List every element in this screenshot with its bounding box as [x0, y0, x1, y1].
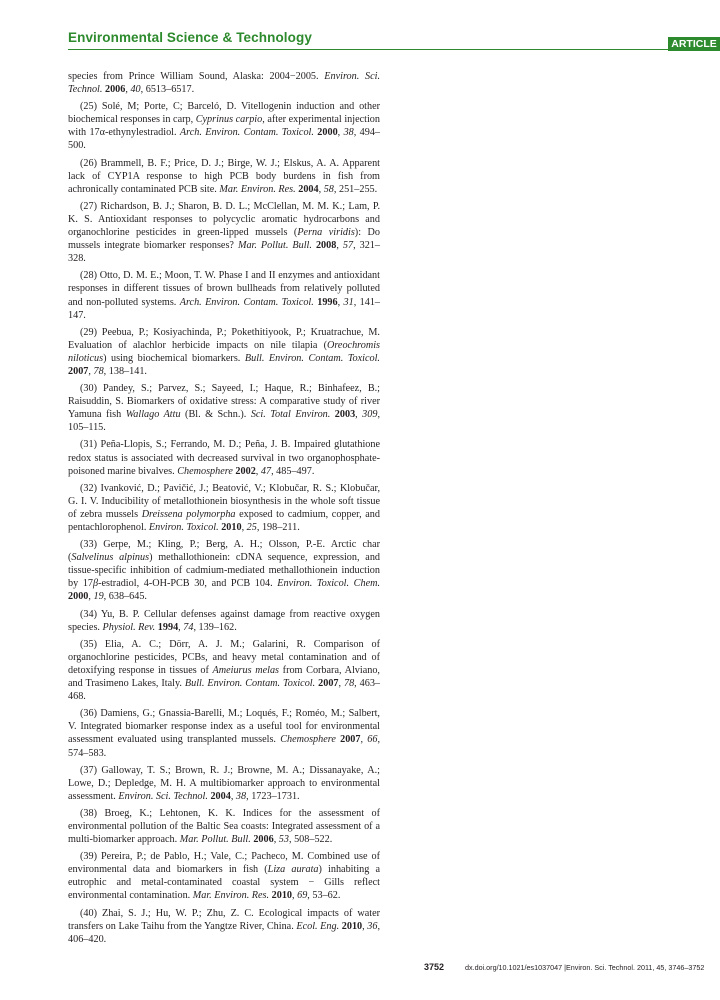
reference-text: 2006 — [104, 84, 126, 96]
reference-text: , 139–162. — [193, 621, 237, 633]
reference-text: , — [336, 240, 343, 252]
reference-item — [68, 850, 380, 902]
reference-text: 1996 — [317, 296, 338, 308]
reference-text: , after experimental injection with 17α-ethynylestradiol. — [68, 114, 380, 139]
reference-text: , — [255, 465, 261, 477]
reference-text: , — [273, 834, 279, 846]
reference-text: 25 — [246, 522, 257, 533]
reference-text: Cyprinus carpio — [195, 114, 263, 126]
reference-text: Bull. Environ. Contam. Toxicol. — [244, 352, 380, 364]
reference-text: 2000 — [317, 127, 338, 139]
reference-item — [68, 200, 380, 265]
reference-text: , 6513–6517. — [140, 84, 195, 96]
reference-number: (36) — [80, 708, 101, 720]
reference-item — [68, 382, 380, 434]
reference-text: , 508–522. — [288, 834, 333, 846]
reference-text: from Corbara, Alviano, and Trasimeno Lakes, Italy. — [68, 664, 380, 690]
reference-list — [68, 70, 380, 950]
reference-text: Pandey, S.; Parvez, S.; Sayeed, I.; Haque, R.; Binhafeez, B.; Raisuddin, S. Biomarkers of oxidative stress: A comparative study of river Yamuna fish — [68, 383, 380, 421]
article-badge: ARTICLE — [668, 37, 720, 51]
reference-text: , 321–328. — [68, 240, 380, 265]
reference-text: , — [125, 84, 131, 96]
reference-text: , — [88, 365, 94, 377]
reference-item — [68, 157, 380, 196]
reference-text: Mar. Pollut. Bull. — [179, 834, 251, 846]
reference-text: 74 — [183, 621, 194, 633]
reference-text: , — [360, 734, 368, 746]
reference-text: Brammell, B. F.; Price, D. J.; Birge, W. J.; Elskus, A. A. Apparent lack of CYP1A response to high PCB body burdens in fish from achronically contaminated PCB site. — [68, 157, 380, 195]
reference-text: 2002 — [235, 465, 256, 477]
reference-number: (40) — [80, 907, 102, 919]
reference-number: (33) — [80, 539, 104, 551]
reference-text: 69 — [297, 890, 308, 902]
reference-text: , — [338, 678, 344, 690]
reference-text: 38 — [343, 127, 354, 139]
reference-text: , 638–645. — [103, 591, 147, 603]
reference-text: Mar. Environ. Res. — [219, 183, 296, 195]
reference-text: Ameiurus melas — [212, 664, 280, 676]
reference-number: (37) — [80, 764, 102, 776]
reference-text: 53 — [278, 834, 289, 846]
reference-text: 57 — [342, 240, 354, 252]
reference-text: , 198–211. — [256, 522, 300, 533]
reference-text: Elia, A. C.; Dörr, A. J. M.; Galarini, R. Comparison of organochlorine pesticides, PCBs, and heavy metal contamination and of detoxifying response in tissues of — [68, 638, 380, 676]
reference-item — [68, 326, 380, 378]
reference-text: 2007 — [340, 734, 361, 746]
reference-text: 66 — [367, 734, 378, 746]
reference-text: , 485–497. — [271, 465, 315, 477]
reference-item — [68, 807, 380, 846]
reference-text: Broeg, K.; Lehtonen, K. K. Indices for the assessment of environmental pollution of the Baltic Sea coasts: Integrated assessment of a multi-biomarker approach. — [68, 807, 380, 846]
reference-text: , — [337, 127, 344, 139]
reference-text: -estradiol, 4-OH-PCB 30, and PCB 104. — [98, 578, 278, 590]
reference-item — [68, 538, 380, 603]
reference-text: species from Prince William Sound, Alaska: 2004−2005. — [68, 71, 325, 82]
reference-text: Zhai, S. J.; Hu, W. P.; Zhu, Z. C. Ecological impacts of water transfers on Lake Taihu from the Yangtze River, China. — [68, 907, 380, 932]
reference-text: Bull. Environ. Contam. Toxicol. — [184, 678, 316, 690]
reference-text: 19 — [93, 591, 104, 603]
reference-text: Arch. Environ. Contam. Toxicol. — [179, 296, 314, 308]
reference-text: , 251–255. — [333, 183, 378, 195]
reference-text: 38 — [235, 790, 247, 802]
reference-text: , — [362, 920, 368, 932]
reference-text: 2000 — [68, 591, 89, 603]
reference-number: (28) — [80, 270, 100, 282]
reference-text: , — [337, 296, 344, 308]
reference-text: 36 — [367, 920, 378, 932]
reference-text: Environ. Toxicol. — [148, 522, 219, 533]
page-number: 3752 — [424, 962, 445, 972]
reference-text: ): Do mussels integrate biomarker responses? — [68, 227, 380, 252]
reference-text: 2003 — [334, 409, 356, 421]
reference-text: , 406–420. — [68, 920, 381, 945]
reference-number: (30) — [80, 383, 104, 395]
reference-text: 2010 — [341, 920, 363, 932]
reference-number: (25) — [80, 101, 102, 113]
reference-item — [68, 608, 380, 634]
reference-text: Chemosphere — [280, 734, 336, 746]
reference-text: 2007 — [318, 678, 339, 690]
reference-text: 47 — [260, 465, 272, 477]
reference-text: 2007 — [68, 365, 89, 377]
reference-text: Salvelinus alpinus — [71, 552, 150, 564]
reference-text: ) using biochemical biomarkers. — [103, 352, 245, 364]
reference-text: 2010 — [271, 890, 292, 902]
header-divider — [68, 49, 668, 50]
reference-text: Dreissena polymorpha — [141, 508, 236, 520]
reference-text: β — [93, 578, 99, 590]
reference-text: Wallago Attu — [125, 409, 181, 421]
reference-item — [68, 100, 380, 152]
reference-text: Environ. Toxicol. Chem. — [277, 578, 380, 590]
reference-text: Oreochromis niloticus — [68, 339, 380, 364]
reference-number: (26) — [80, 157, 101, 169]
reference-text: Mar. Environ. Res. — [192, 890, 270, 902]
reference-text: Galloway, T. S.; Brown, R. J.; Browne, M. A.; Dissanayake, A.; Lowe, D.; Depledge, M. H. A multibiomarker approach to environmental assessment. — [68, 764, 380, 802]
reference-text: , 105–115. — [68, 409, 380, 434]
reference-number: (31) — [80, 439, 101, 451]
reference-number: (38) — [80, 807, 105, 819]
reference-text: , — [241, 522, 247, 533]
reference-text: 2010 — [221, 522, 242, 533]
reference-text: , 53–62. — [307, 890, 341, 902]
reference-text: 309 — [362, 409, 378, 421]
reference-text: Damiens, G.; Gnassia-Barelli, M.; Loqués, F.; Roméo, M.; Salbert, V. Integrated biomarker response index as a useful tool for environmental assessment evaluated using transplanted mussels. — [68, 708, 380, 746]
reference-item — [68, 907, 380, 946]
reference-text: Solé, M; Porte, C; Barceló, D. Vitellogenin induction and other biochemical responses in carp, — [68, 101, 380, 126]
reference-text: Mar. Pollut. Bull. — [237, 240, 312, 252]
reference-text: , — [230, 790, 236, 802]
reference-item — [68, 482, 380, 534]
reference-text: Environ. Sci. Technol. — [68, 71, 381, 96]
reference-number: (34) — [80, 608, 101, 620]
reference-text: , 494–500. — [68, 127, 381, 152]
doi-citation: dx.doi.org/10.1021/es1037047 |Environ. Sci. Technol. 2011, 45, 3746–3752 — [465, 963, 705, 972]
reference-text: , 1723–1731. — [246, 790, 300, 802]
reference-text: Yu, B. P. Cellular defenses against damage from reactive oxygen species. — [68, 608, 380, 633]
reference-text: Environ. Sci. Technol. — [118, 790, 208, 802]
reference-number: (29) — [80, 326, 102, 338]
reference-item — [68, 638, 380, 703]
reference-text: , 138–141. — [103, 365, 147, 377]
reference-text: Peña-Llopis, S.; Ferrando, M. D.; Peña, J. B. Impaired glutathione redox status is associated with decreased survival in two organophosphate-poisoned marine bivalves. — [68, 439, 380, 477]
reference-text: 78 — [343, 678, 355, 690]
reference-text: Richardson, B. J.; Sharon, B. D. L.; McClellan, M. M. K.; Lam, P. K. S. Antioxidant responses to polycyclic aromatic hydrocarbons and organochlorine pesticides in green-lipped mussels ( — [68, 200, 380, 239]
reference-text: , — [355, 409, 363, 421]
reference-text: , 463–468. — [68, 678, 381, 703]
reference-text: ) methallothionein: cDNA sequence, expression, and tissue-specific inhibition of cadmium-mediated methallothionein induction by 17 — [68, 552, 381, 590]
reference-number: (35) — [80, 638, 105, 650]
reference-number: (27) — [80, 200, 101, 212]
reference-item — [68, 70, 380, 96]
reference-text: 78 — [93, 365, 104, 377]
reference-text: 2008 — [315, 240, 337, 252]
reference-text: Liza aurata — [267, 864, 319, 876]
reference-text: Peebua, P.; Kosiyachinda, P.; Pokethitiyook, P.; Kruatrachue, M. Evaluation of alachlor herbicide impacts on nile tilapia ( — [68, 326, 380, 351]
reference-text: Ecol. Eng. — [296, 920, 340, 932]
reference-text: , 574–583. — [68, 734, 381, 759]
reference-text: 58 — [323, 183, 334, 195]
reference-text: 2004 — [298, 183, 319, 195]
reference-text: Physiol. Rev. — [102, 621, 156, 633]
reference-text: (Bl. & Schn.). — [180, 409, 251, 421]
reference-text: , 141–147. — [68, 296, 381, 321]
reference-item — [68, 269, 380, 321]
reference-item — [68, 438, 380, 477]
reference-item — [68, 707, 380, 759]
reference-text: , — [178, 621, 184, 633]
reference-text: Otto, D. M. E.; Moon, T. W. Phase I and II enzymes and antioxidant responses in different tissues of brown bullheads from relatively polluted and non-polluted systems. — [68, 270, 380, 308]
reference-text: , — [292, 890, 298, 902]
reference-item — [68, 764, 380, 803]
reference-number: (39) — [80, 851, 102, 863]
reference-text: 1994 — [157, 621, 179, 633]
reference-text: 2006 — [253, 834, 274, 846]
reference-text: 31 — [343, 296, 354, 308]
reference-text: Pereira, P.; de Pablo, H.; Vale, C.; Pacheco, M. Combined use of environmental data and biomarkers in fish ( — [68, 851, 380, 876]
reference-text: Gerpe, M.; Kling, P.; Berg, A. H.; Olsson, P.-E. Arctic char ( — [68, 539, 380, 564]
reference-text: , — [88, 591, 94, 603]
journal-title: Environmental Science & Technology — [68, 30, 312, 45]
reference-text: exposed to cadmium, copper, and pentachlorophenol. — [68, 508, 380, 533]
reference-text: Perna viridis — [297, 227, 355, 239]
reference-text: Arch. Environ. Contam. Toxicol. — [179, 127, 314, 139]
reference-text: Ivanković, D.; Pavičić, J.; Beatović, V.; Klobučar, R. S.; Klobučar, G. I. V. Inducibility of metallothionein biosynthesis in the whole soft tissue of zebra mussels — [68, 482, 380, 520]
reference-text: Chemosphere — [177, 465, 233, 477]
reference-text: 2004 — [210, 790, 231, 802]
reference-text: , — [318, 183, 324, 195]
reference-text: ) inhabiting a eutrophic and metal-contaminated coastal system − Gills reflect environmental contamination. — [68, 864, 380, 902]
reference-text: 40 — [130, 84, 141, 96]
reference-number: (32) — [80, 482, 101, 494]
reference-text: Sci. Total Environ. — [250, 409, 331, 421]
